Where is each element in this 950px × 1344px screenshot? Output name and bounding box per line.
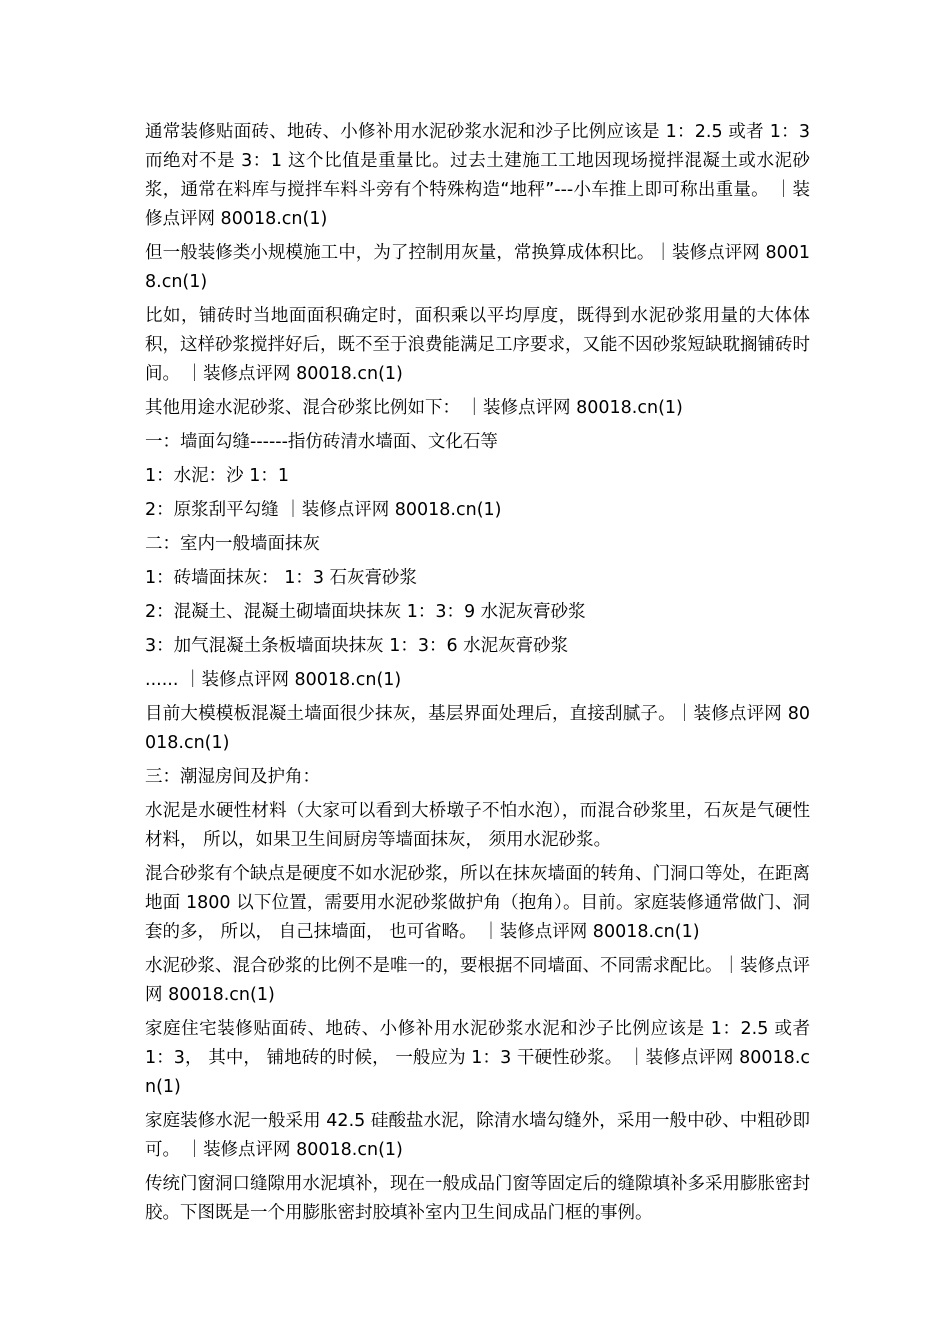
list-item: 2：原浆刮平勾缝 ｜装修点评网 80018.cn(1) [145, 500, 502, 520]
section-heading: 一：墙面勾缝------指仿砖清水墙面、文化石等 [145, 432, 498, 452]
paragraph: 目前大模模板混凝土墙面很少抹灰，基层界面处理后，直接刮腻子。｜装修点评网 80018.cn(1) [145, 704, 810, 753]
paragraph: 其他用途水泥砂浆、混合砂浆比例如下： ｜装修点评网 80018.cn(1) [145, 398, 683, 418]
paragraph: 家庭住宅装修贴面砖、地砖、小修补用水泥砂浆水泥和沙子比例应该是 1：2.5 或者 1：3， 其中， 铺地砖的时候， 一般应为 1：3 干硬性砂浆。 ｜装修点评网 80018.cn(1) [145, 1019, 810, 1097]
paragraph: 比如，铺砖时当地面面积确定时，面积乘以平均厚度，既得到水泥砂浆用量的大体体积，这样砂浆搅拌好后，既不至于浪费能满足工序要求，又能不因砂浆短缺耽搁铺砖时间。 ｜装修点评网 80018.cn(1) [145, 306, 810, 384]
list-item: 1：水泥：沙 1：1 [145, 466, 289, 486]
paragraph: 但一般装修类小规模施工中，为了控制用灰量，常换算成体积比。｜装修点评网 80018.cn(1) [145, 243, 810, 292]
section-heading: 三：潮湿房间及护角： [145, 767, 320, 787]
paragraph: 水泥是水硬性材料（大家可以看到大桥墩子不怕水泡），而混合砂浆里，石灰是气硬性材料， 所以，如果卫生间厨房等墙面抹灰， 须用水泥砂浆。 [145, 801, 810, 850]
list-item: 2：混凝土、混凝土砌墙面块抹灰 1：3：9 水泥灰膏砂浆 [145, 602, 586, 622]
list-item: 3：加气混凝土条板墙面块抹灰 1：3：6 水泥灰膏砂浆 [145, 636, 569, 656]
paragraph: 通常装修贴面砖、地砖、小修补用水泥砂浆水泥和沙子比例应该是 1：2.5 或者 1：3 而绝对不是 3：1 这个比值是重量比。过去土建施工工地因现场搅拌混凝土或水泥砂浆，通常在料库与搅拌车料斗旁有个特殊构造“地秤”---小车推上即可称出重量。 ｜装修点评网 80018.cn(1) [145, 122, 810, 229]
document-body [145, 118, 810, 1233]
paragraph: ...... ｜装修点评网 80018.cn(1) [145, 670, 402, 690]
paragraph: 水泥砂浆、混合砂浆的比例不是唯一的，要根据不同墙面、不同需求配比。｜装修点评网 80018.cn(1) [145, 956, 810, 1005]
section-heading: 二：室内一般墙面抹灰 [145, 534, 320, 554]
paragraph: 传统门窗洞口缝隙用水泥填补，现在一般成品门窗等固定后的缝隙填补多采用膨胀密封胶。下图既是一个用膨胀密封胶填补室内卫生间成品门框的事例。 [145, 1174, 810, 1223]
paragraph: 家庭装修水泥一般采用 42.5 硅酸盐水泥，除清水墙勾缝外，采用一般中砂、中粗砂即可。 ｜装修点评网 80018.cn(1) [145, 1111, 810, 1160]
list-item: 1：砖墙面抹灰： 1：3 石灰膏砂浆 [145, 568, 418, 588]
paragraph: 混合砂浆有个缺点是硬度不如水泥砂浆，所以在抹灰墙面的转角、门洞口等处，在距离地面 1800 以下位置，需要用水泥砂浆做护角（抱角）。目前。家庭装修通常做门、洞套的多， 所以， 自己抹墙面， 也可省略。 ｜装修点评网 80018.cn(1) [145, 864, 810, 942]
